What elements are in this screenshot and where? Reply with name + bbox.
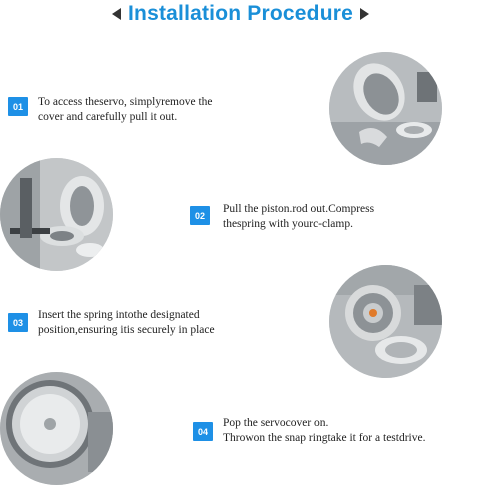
page-header <box>0 0 481 28</box>
step-badge-03: 03 <box>8 313 28 332</box>
step-01-photo <box>329 52 442 165</box>
step-04-line-2: Throwon the snap ringtake it for a testdrive. <box>223 432 426 444</box>
page-title: Installation Procedure <box>128 2 353 25</box>
step-04-photo <box>0 372 113 485</box>
step-03-photo <box>329 265 442 378</box>
step-01-line-2: cover and carefully pull it out. <box>38 111 178 123</box>
step-badge-02: 02 <box>190 206 210 225</box>
step-03-line-2: position,ensuring itis securely in place <box>38 324 215 336</box>
step-badge-01: 01 <box>8 97 28 116</box>
step-02-photo <box>0 158 113 271</box>
step-01-line-1: To access theservo, simplyremove the <box>38 96 213 108</box>
step-02-line-2: thespring with yourc-clamp. <box>223 218 353 230</box>
step-03-line-1: Insert the spring intothe designated <box>38 309 200 321</box>
triangle-right-icon <box>360 8 369 20</box>
step-02-line-1: Pull the piston.rod out.Compress <box>223 203 375 215</box>
step-badge-04: 04 <box>193 422 213 441</box>
step-04-line-1: Pop the servocover on. <box>223 417 329 429</box>
triangle-left-icon <box>112 8 121 20</box>
